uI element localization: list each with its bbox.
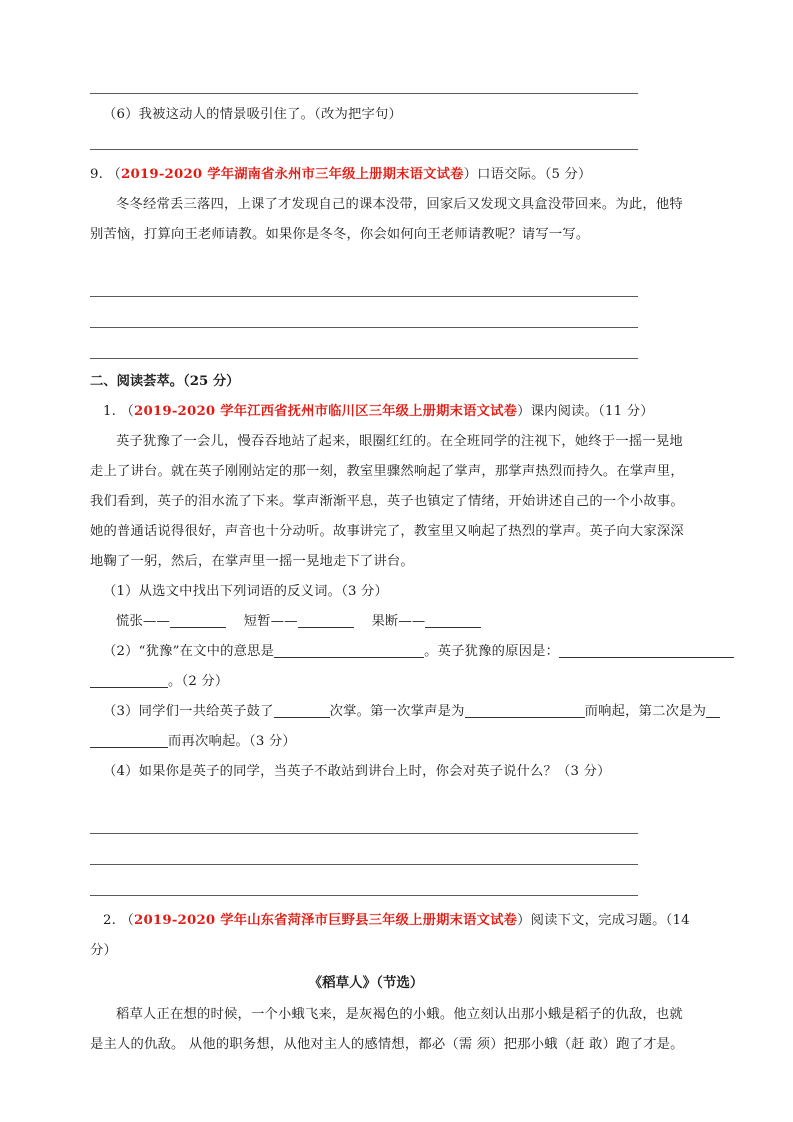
question-9-source: 2019-2020 学年湖南省永州市三年级上册期末语文试卷 (121, 167, 464, 182)
reading-2-prompt-cont: 分） (90, 943, 117, 958)
reading-1-q3-part-3: 而响起，第二次是为 (584, 704, 707, 719)
question-9-body-line-2: 别苦恼，打算向王老师请教。如果你是冬冬，你会如何向王老师请教呢？请写一写。 (90, 227, 590, 242)
reading-1-q2-part-3: 。（2 分） (168, 674, 229, 689)
question-6-text: （6）我被这动人的情景吸引住了。（改为把字句） (103, 107, 402, 122)
reading-1-passage-line-5: 地鞠了一躬，然后，在掌声里一摇一晃地走下了讲台。 (90, 554, 414, 569)
reading-1-number: 1. (103, 404, 117, 419)
question-9-body-line-1: 冬冬经常丢三落四，上课了才发现自己的课本没带，回家后又发现文具盒没带回来。为此，他特 (116, 197, 683, 212)
reading-1-q3-part-1: （3）同学们一共给英子鼓了 (103, 704, 274, 719)
reading-2-prompt: 阅读下文，完成习题。（14 (530, 913, 690, 928)
reading-1-passage-line-4: 她的普通话说得很好，声音也十分动听。故事讲完了，教室里又响起了热烈的掌声。英子向大家深深 (90, 524, 684, 539)
reading-1-q2-blank-3[interactable] (90, 674, 168, 688)
page-content (90, 0, 707, 1060)
reading-1-q3-part-4: 而再次响起。（3 分） (168, 734, 296, 749)
reading-1-q4-answer-area (90, 787, 702, 896)
reading-2-number: 2. (103, 913, 117, 928)
gap-before-q9 (90, 150, 702, 160)
antonym-word-3: 果断—— (371, 614, 426, 629)
answer-rule-1[interactable] (90, 266, 638, 297)
antonym-blank-1[interactable] (170, 614, 226, 628)
reading-1-header (90, 397, 702, 427)
section-2-heading: 二、阅读荟萃。（25 分） (90, 374, 240, 389)
reading-1-q3-line-1 (90, 697, 707, 727)
reading-2-source: 2019-2020 学年山东省菏泽市巨野县三年级上册期末语文试卷 (134, 913, 518, 928)
reading-1-q3-blank-1[interactable] (274, 704, 330, 718)
reading-1-paren-close: ） (517, 404, 531, 419)
reading-1-q1-label: （1）从选文中找出下列词语的反义词。（3 分） (103, 584, 389, 599)
reading-1-prompt: 课内阅读。（11 分） (530, 404, 654, 419)
reading-2-title: 《稻草人》（节选） (308, 975, 424, 991)
reading-2-passage-line-2: 是主人的仇敌。 从他的职务想，从他对主人的感情想，都必（需 须）把那小蛾（赶 敢）跑了才是。 (90, 1037, 684, 1052)
reading-2-paren-close: ） (517, 913, 531, 928)
reading-1-q2-line-1 (90, 637, 702, 667)
reading-1-antonym-row (90, 607, 702, 637)
answer-rule-3[interactable] (90, 328, 638, 359)
reading-1-q4-label: （4）如果你是英子的同学，当英子不敢站到讲台上时，你会对英子说什么？（3 分） (103, 764, 611, 779)
antonym-word-2: 短暂—— (243, 614, 298, 629)
top-spacer (90, 0, 702, 92)
gap-before-reading2 (90, 896, 702, 906)
question-9-header (90, 160, 702, 190)
reading-1-passage-line-3: 我们看到，英子的泪水流了下来。掌声渐渐平息，英子也镇定了情绪，开始讲述自己的一个小故事。 (90, 494, 684, 509)
question-9-prompt: 口语交际。（5 分） (477, 167, 592, 182)
antonym-blank-2[interactable] (298, 614, 354, 628)
question-9-paren-open: （ (107, 167, 122, 182)
reading-1-q3-blank-3a[interactable] (706, 704, 720, 718)
gap-before-section2 (90, 359, 702, 367)
reading-2-paren-open: （ (120, 913, 135, 928)
antonym-blank-3[interactable] (425, 614, 481, 628)
reading-1-q2-blank-2[interactable] (559, 644, 734, 658)
reading-1-source: 2019-2020 学年江西省抚州市临川区三年级上册期末语文试卷 (134, 404, 518, 419)
reading-2-header (90, 906, 702, 936)
answer-rule-5[interactable] (90, 834, 638, 865)
reading-1-q2-line-2 (90, 667, 702, 697)
reading-2-passage-line-1: 稻草人正在想的时候，一个小蛾飞来，是灰褐色的小蛾。他立刻认出那小蛾是稻子的仇敌，也就 (116, 1007, 683, 1022)
question-9-number: 9. (90, 167, 104, 182)
answer-rule-4[interactable] (90, 803, 638, 834)
reading-1-q3-blank-3b[interactable] (90, 734, 168, 748)
answer-rule-6[interactable] (90, 865, 638, 896)
answer-rule-2[interactable] (90, 297, 638, 328)
reading-1-q3-blank-2[interactable] (465, 704, 585, 718)
reading-1-q3-line-2 (90, 727, 702, 757)
antonym-word-1: 慌张—— (116, 614, 170, 629)
reading-1-passage-line-1: 英子犹豫了一会儿，慢吞吞地站了起来，眼圈红红的。在全班同学的注视下，她终于一摇一晃地 (116, 434, 683, 449)
question-9-answer-area (90, 250, 702, 359)
question-9-paren-close: ） (463, 167, 478, 182)
reading-1-q2-part-1: （2）“犹豫”在文中的意思是 (103, 644, 275, 659)
reading-1-q2-part-2: 。英子犹豫的原因是： (424, 644, 560, 659)
gap-after-q6 (90, 130, 702, 148)
reading-1-q3-part-2: 次掌。第一次掌声是为 (329, 704, 465, 719)
reading-1-q2-blank-1[interactable] (274, 644, 424, 658)
reading-1-passage-line-2: 走上了讲台。就在英子刚刚站定的那一刻，教室里骤然响起了掌声，那掌声热烈而持久。在掌声里， (90, 464, 684, 479)
reading-1-paren-open: （ (120, 404, 135, 419)
